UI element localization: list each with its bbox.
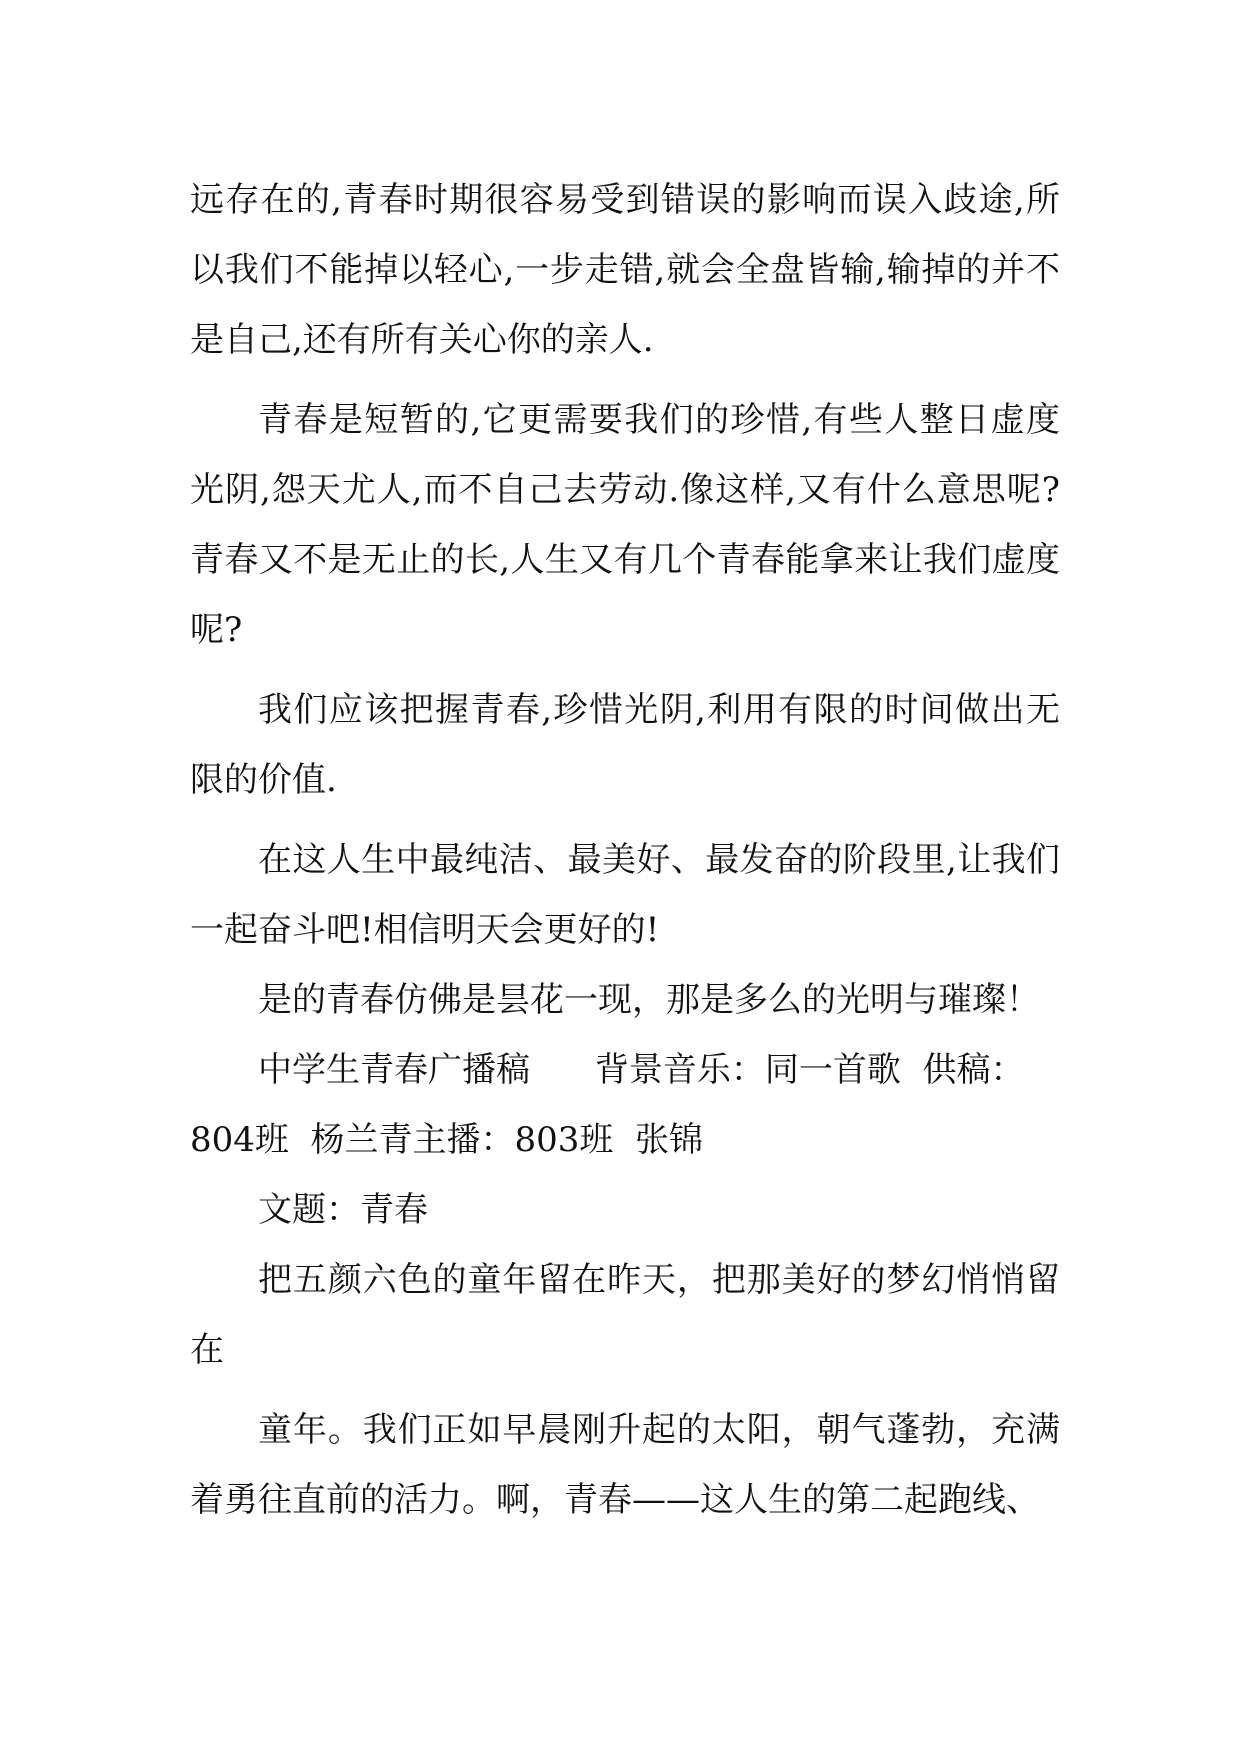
broadcast-credits: 中学生青春广播稿 背景音乐：同一首歌 供稿：804班 杨兰青主播：803班 张锦 [190,1050,1025,1160]
document-body [190,165,1060,1535]
essay-title: 文题：青春 [258,1190,428,1230]
paragraph-seize-youth: 我们应该把握青春,珍惜光阴,利用有限的时间做出无限的价值. [190,690,1060,800]
paragraph-fleeting-bloom: 是的青春仿佛是昙花一现，那是多么的光明与璀璨！ [258,980,1040,1020]
paragraph-colorful-childhood: 把五颜六色的童年留在昨天，把那美好的梦幻悄悄留在 [190,1260,1060,1370]
paragraph-strive-together: 在这人生中最纯洁、最美好、最发奋的阶段里,让我们一起奋斗吧!相信明天会更好的! [190,840,1060,950]
paragraph-youth-is-short: 青春是短暂的,它更需要我们的珍惜,有些人整日虚度光阴,怨天尤人,而不自己去劳动.像这样,又有什么意思呢?青春又不是无止的长,人生又有几个青春能拿来让我们虚度呢? [190,400,1060,650]
paragraph-morning-sun: 童年。我们正如早晨刚升起的太阳，朝气蓬勃，充满着勇往直前的活力。啊，青春——这人生的第二起跑线、 [190,1410,1060,1520]
paragraph-continuation: 远存在的,青春时期很容易受到错误的影响而误入歧途,所以我们不能掉以轻心,一步走错,就会全盘皆输,输掉的并不是自己,还有所有关心你的亲人. [190,180,1060,360]
